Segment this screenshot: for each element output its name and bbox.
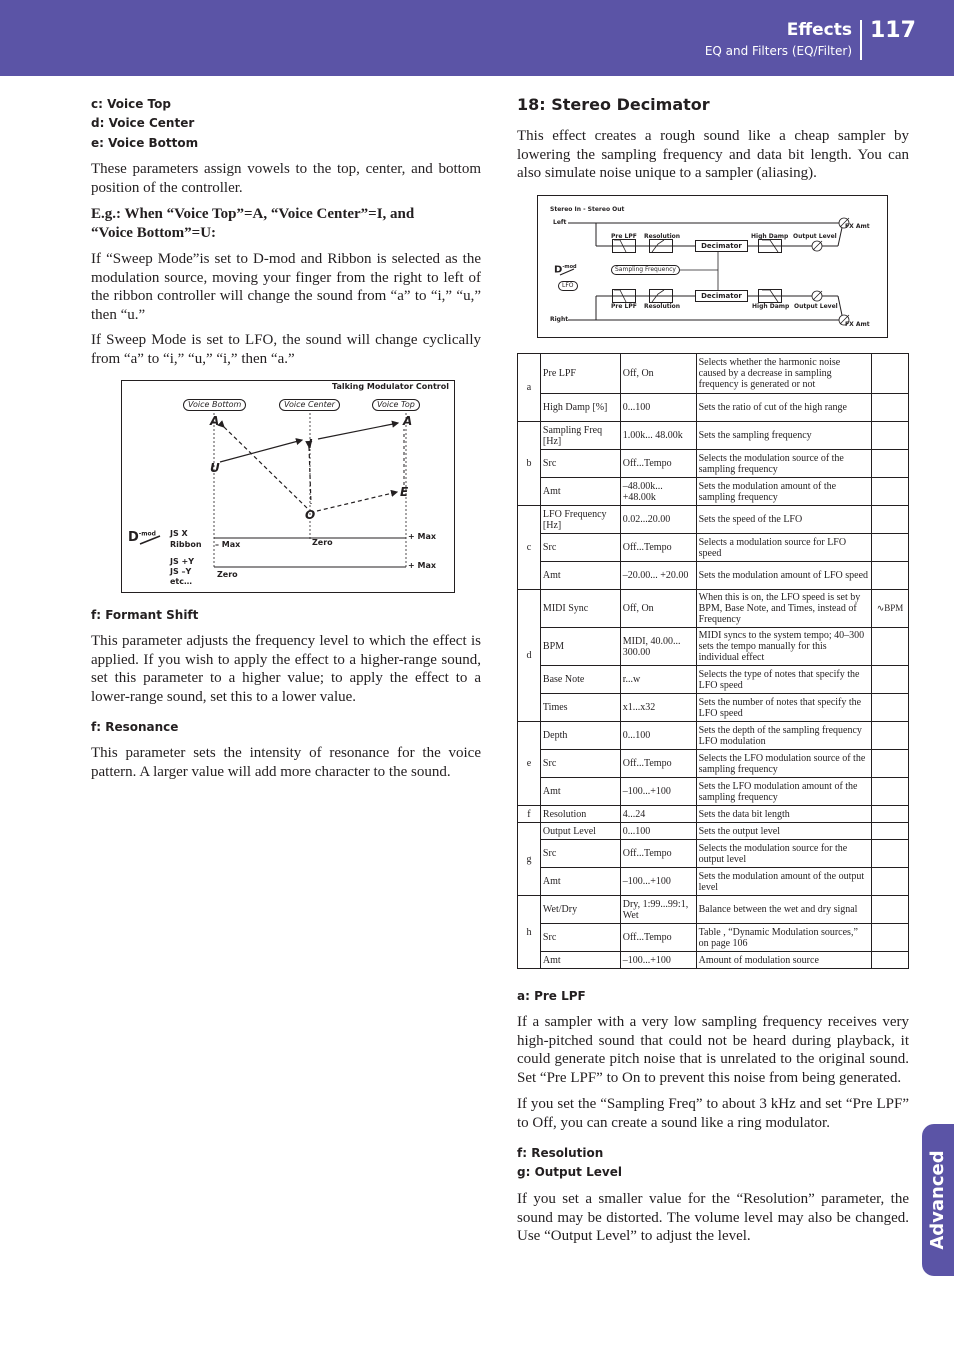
param-name: Amt	[540, 952, 620, 969]
param-name: Src	[540, 534, 620, 562]
param-name: Wet/Dry	[540, 896, 620, 924]
param-name: Amt	[540, 868, 620, 896]
param-description: Sets the speed of the LFO	[696, 506, 871, 534]
resolution-block-left	[649, 239, 673, 253]
letter-a-right: A	[403, 414, 413, 428]
table-row	[518, 478, 909, 506]
param-description: Sets the modulation amount of LFO speed	[696, 562, 871, 590]
param-description: MIDI syncs to the system tempo; 40–300 sets the tempo manually for this individual effect	[696, 628, 871, 666]
decimator-block-right: Decimator	[695, 290, 748, 302]
dmod-sup: -mod	[138, 530, 156, 538]
param-name: Depth	[540, 722, 620, 750]
heading-pre-lpf: a: Pre LPF	[517, 989, 586, 1003]
source-js-minus-y: JS –Y	[170, 567, 192, 576]
param-description: Sets the modulation amount of the sampling frequency	[696, 478, 871, 506]
letter-e: E	[400, 485, 409, 499]
axis-plus-max-1: + Max	[408, 532, 437, 541]
param-description: Balance between the wet and dry signal	[696, 896, 871, 924]
param-icon	[871, 394, 908, 422]
table-row	[518, 354, 909, 394]
param-description: Sets the LFO modulation amount of the sampling frequency	[696, 778, 871, 806]
table-row	[518, 896, 909, 924]
param-value: –100...+100	[620, 778, 696, 806]
pill-voice-center: Voice Center	[279, 399, 340, 411]
letter-u: U	[210, 461, 220, 475]
table-row	[518, 534, 909, 562]
group-letter: e	[518, 722, 541, 806]
table-row	[518, 590, 909, 628]
param-description: Amount of modulation source	[696, 952, 871, 969]
table-row	[518, 722, 909, 750]
param-value: 0...100	[620, 394, 696, 422]
group-letter: c	[518, 506, 541, 590]
param-icon: ∿BPM	[871, 590, 908, 628]
param-value: Off...Tempo	[620, 450, 696, 478]
source-etc: etc…	[170, 577, 192, 586]
param-icon	[871, 478, 908, 506]
param-name: Src	[540, 450, 620, 478]
example-heading-line1: E.g.: When “Voice Top”=A, “Voice Center”=I, and	[91, 206, 415, 222]
high-damp-block-left	[758, 239, 782, 253]
parameter-table	[517, 353, 909, 969]
param-description: When this is on, the LFO speed is set by BPM, Base Note, and Times, instead of Frequency	[696, 590, 871, 628]
param-icon	[871, 924, 908, 952]
param-name: Amt	[540, 562, 620, 590]
resonance-paragraph: This parameter sets the intensity of resonance for the voice pattern. A larger value will add more character to the sound.	[91, 745, 481, 780]
param-description: Selects the modulation source for the output level	[696, 840, 871, 868]
param-name: Pre LPF	[540, 354, 620, 394]
formant-shift-paragraph: This parameter adjusts the frequency level to which the effect is applied. If you wish to apply the effect to a higher-range sound, set this parameter to a higher value; to apply the effect to a lower-range sound, set this to a lower value.	[91, 633, 481, 705]
diagram-title: Talking Modulator Control	[332, 382, 449, 391]
param-icon	[871, 952, 908, 969]
heading-output-level: g: Output Level	[517, 1165, 622, 1179]
output-level-label-left: Output Level	[793, 233, 837, 240]
letter-i: I	[308, 437, 313, 451]
param-value: Off...Tempo	[620, 924, 696, 952]
table-row	[518, 868, 909, 896]
table-row	[518, 924, 909, 952]
table-row	[518, 422, 909, 450]
talking-modulator-diagram	[121, 380, 455, 593]
group-letter: d	[518, 590, 541, 722]
param-icon	[871, 778, 908, 806]
axis-zero-mid: Zero	[312, 538, 333, 547]
param-description: Sets the depth of the sampling frequency LFO modulation	[696, 722, 871, 750]
heading-resonance: f: Resonance	[91, 720, 179, 734]
param-description: Sets the sampling frequency	[696, 422, 871, 450]
pre-lpf-paragraph-2: If you set the “Sampling Freq” to about 3 kHz and set “Pre LPF” to Off, you can create a sound like a ring modulator.	[517, 1096, 909, 1131]
param-value: 0...100	[620, 823, 696, 840]
sweep-dmod-paragraph: If “Sweep Mode”is set to D-mod and Ribbon is selected as the modulation source, moving your finger from the right to left of the ribbon controller will change the sound from “a” to “i,” “u,” then “u.”	[91, 251, 481, 323]
param-value: –100...+100	[620, 868, 696, 896]
param-name: Src	[540, 840, 620, 868]
param-name: Output Level	[540, 823, 620, 840]
high-damp-label-right: High Damp	[752, 303, 790, 310]
voice-params-paragraph: These parameters assign vowels to the top, center, and bottom position of the controller.	[91, 161, 481, 196]
param-name: Sampling Freq [Hz]	[540, 422, 620, 450]
dmod-icon	[128, 530, 156, 545]
source-js-x: JS X	[170, 529, 188, 538]
param-value: –100...+100	[620, 952, 696, 969]
table-row	[518, 666, 909, 694]
param-value: –48.00k... +48.00k	[620, 478, 696, 506]
fx-amt-label-left: FX Amt	[845, 223, 870, 230]
dmod-icon	[554, 264, 577, 275]
param-value: MIDI, 40.00... 300.00	[620, 628, 696, 666]
group-letter: b	[518, 422, 541, 506]
lfo-pill: LFO	[558, 281, 578, 291]
section-tab-label: Advanced	[927, 1150, 948, 1250]
source-js-plus-y: JS +Y	[170, 557, 195, 566]
table-row	[518, 823, 909, 840]
heading-voice-top: c: Voice Top	[91, 97, 171, 111]
param-icon	[871, 506, 908, 534]
resolution-paragraph: If you set a smaller value for the “Resolution” parameter, the sound may be distorted. The volume level may also be changed. Use “Output Level” to adjust the level.	[517, 1191, 909, 1244]
param-icon	[871, 628, 908, 666]
param-name: Amt	[540, 478, 620, 506]
param-name: Resolution	[540, 806, 620, 823]
param-description: Selects a modulation source for LFO speed	[696, 534, 871, 562]
io-label: Stereo In - Stereo Out	[550, 206, 625, 213]
section-title: 18: Stereo Decimator	[517, 95, 710, 114]
group-letter: a	[518, 354, 541, 422]
param-description: Selects the type of notes that specify the LFO speed	[696, 666, 871, 694]
param-icon	[871, 562, 908, 590]
sweep-lfo-paragraph: If Sweep Mode is set to LFO, the sound will change cyclically from “a” to “i,” “u,” “i,” then “a.”	[91, 332, 481, 367]
pre-lpf-block-right	[612, 289, 636, 303]
axis-zero-low: Zero	[217, 570, 238, 579]
param-icon	[871, 722, 908, 750]
dmod-d: D	[554, 264, 563, 276]
param-name: High Damp [%]	[540, 394, 620, 422]
resolution-label-left: Resolution	[644, 233, 681, 240]
letter-a-left: A	[210, 414, 220, 428]
param-value: –20.00... +20.00	[620, 562, 696, 590]
param-name: MIDI Sync	[540, 590, 620, 628]
dmod-sup: -mod	[562, 264, 577, 270]
heading-voice-bottom: e: Voice Bottom	[91, 136, 199, 150]
param-icon	[871, 694, 908, 722]
param-description: Sets the ratio of cut of the high range	[696, 394, 871, 422]
signal-flow-lines	[538, 196, 889, 339]
param-name: Amt	[540, 778, 620, 806]
left-channel-label: Left	[553, 219, 567, 226]
param-value: Off...Tempo	[620, 840, 696, 868]
param-name: Times	[540, 694, 620, 722]
group-letter: f	[518, 806, 541, 823]
param-icon	[871, 534, 908, 562]
param-name: Src	[540, 750, 620, 778]
pre-lpf-label-left: Pre LPF	[611, 233, 637, 240]
source-ribbon: Ribbon	[170, 540, 202, 549]
high-damp-label-left: High Damp	[751, 233, 789, 240]
param-description: Sets the modulation amount of the output level	[696, 868, 871, 896]
param-name: Src	[540, 924, 620, 952]
param-name: LFO Frequency [Hz]	[540, 506, 620, 534]
param-icon	[871, 666, 908, 694]
axis-minus-max: – Max	[215, 540, 241, 549]
example-heading-line2: “Voice Bottom”=U:	[91, 225, 217, 241]
param-description: Sets the data bit length	[696, 806, 871, 823]
param-value: Dry, 1:99...99:1, Wet	[620, 896, 696, 924]
param-description: Selects whether the harmonic noise caused by a decrease in sampling frequency is generated or not	[696, 354, 871, 394]
pre-lpf-label-right: Pre LPF	[611, 303, 637, 310]
table-row	[518, 806, 909, 823]
param-value: 0.02...20.00	[620, 506, 696, 534]
resolution-block-right	[649, 289, 673, 303]
param-value: Off, On	[620, 590, 696, 628]
stereo-decimator-diagram	[537, 195, 888, 338]
right-channel-label: Right	[550, 316, 569, 323]
param-icon	[871, 806, 908, 823]
param-value: Off...Tempo	[620, 750, 696, 778]
page-number: 117	[870, 18, 916, 43]
pill-voice-top: Voice Top	[372, 399, 420, 411]
high-damp-block-right	[758, 289, 782, 303]
param-value: 1.00k... 48.00k	[620, 422, 696, 450]
decimator-block-left: Decimator	[695, 240, 748, 252]
letter-o: O	[305, 508, 316, 522]
dmod-d: D	[128, 530, 139, 545]
param-value: 0...100	[620, 722, 696, 750]
param-description: Table , “Dynamic Modulation sources,” on page 106	[696, 924, 871, 952]
output-level-label-right: Output Level	[794, 303, 838, 310]
sampling-frequency-pill: Sampling Frequency	[611, 265, 680, 275]
param-value: Off...Tempo	[620, 534, 696, 562]
axis-plus-max-2: + Max	[408, 561, 437, 570]
param-description: Selects the LFO modulation source of the sampling frequency	[696, 750, 871, 778]
table-row	[518, 394, 909, 422]
param-icon	[871, 823, 908, 840]
param-value: Off, On	[620, 354, 696, 394]
heading-formant-shift: f: Formant Shift	[91, 608, 199, 622]
param-icon	[871, 840, 908, 868]
table-row	[518, 450, 909, 478]
heading-voice-center: d: Voice Center	[91, 116, 195, 130]
section-tab-advanced[interactable]	[922, 1124, 954, 1276]
table-row	[518, 952, 909, 969]
param-name: Base Note	[540, 666, 620, 694]
table-row	[518, 506, 909, 534]
param-icon	[871, 750, 908, 778]
param-description: Sets the number of notes that specify the LFO speed	[696, 694, 871, 722]
header-title: Effects	[786, 20, 852, 40]
param-value: r...w	[620, 666, 696, 694]
intro-paragraph: This effect creates a rough sound like a cheap sampler by lowering the sampling frequency and data bit length. You can also simulate noise unique to a sampler (aliasing).	[517, 128, 909, 181]
pre-lpf-paragraph-1: If a sampler with a very low sampling frequency receives very high-pitched sound that could not be heard during playback, it could generate pitch noise that is unrelated to the original sound. Set “Pre LPF” to On to prevent this noise from being generated.	[517, 1014, 909, 1086]
table-row	[518, 628, 909, 666]
pre-lpf-block-left	[612, 239, 636, 253]
resolution-label-right: Resolution	[644, 303, 681, 310]
param-description: Sets the output level	[696, 823, 871, 840]
param-icon	[871, 868, 908, 896]
param-icon	[871, 354, 908, 394]
param-name: BPM	[540, 628, 620, 666]
param-description: Selects the modulation source of the sampling frequency	[696, 450, 871, 478]
param-icon	[871, 896, 908, 924]
table-row	[518, 562, 909, 590]
table-row	[518, 778, 909, 806]
group-letter: h	[518, 896, 541, 969]
group-letter: g	[518, 823, 541, 896]
table-row	[518, 840, 909, 868]
fx-amt-label-right: FX Amt	[845, 321, 870, 328]
table-row	[518, 694, 909, 722]
header-divider	[860, 20, 862, 60]
param-icon	[871, 422, 908, 450]
param-value: x1...x32	[620, 694, 696, 722]
header-subtitle: EQ and Filters (EQ/Filter)	[704, 44, 852, 58]
table-row	[518, 750, 909, 778]
param-icon	[871, 450, 908, 478]
param-value: 4...24	[620, 806, 696, 823]
pill-voice-bottom: Voice Bottom	[183, 399, 246, 411]
heading-resolution: f: Resolution	[517, 1146, 604, 1160]
